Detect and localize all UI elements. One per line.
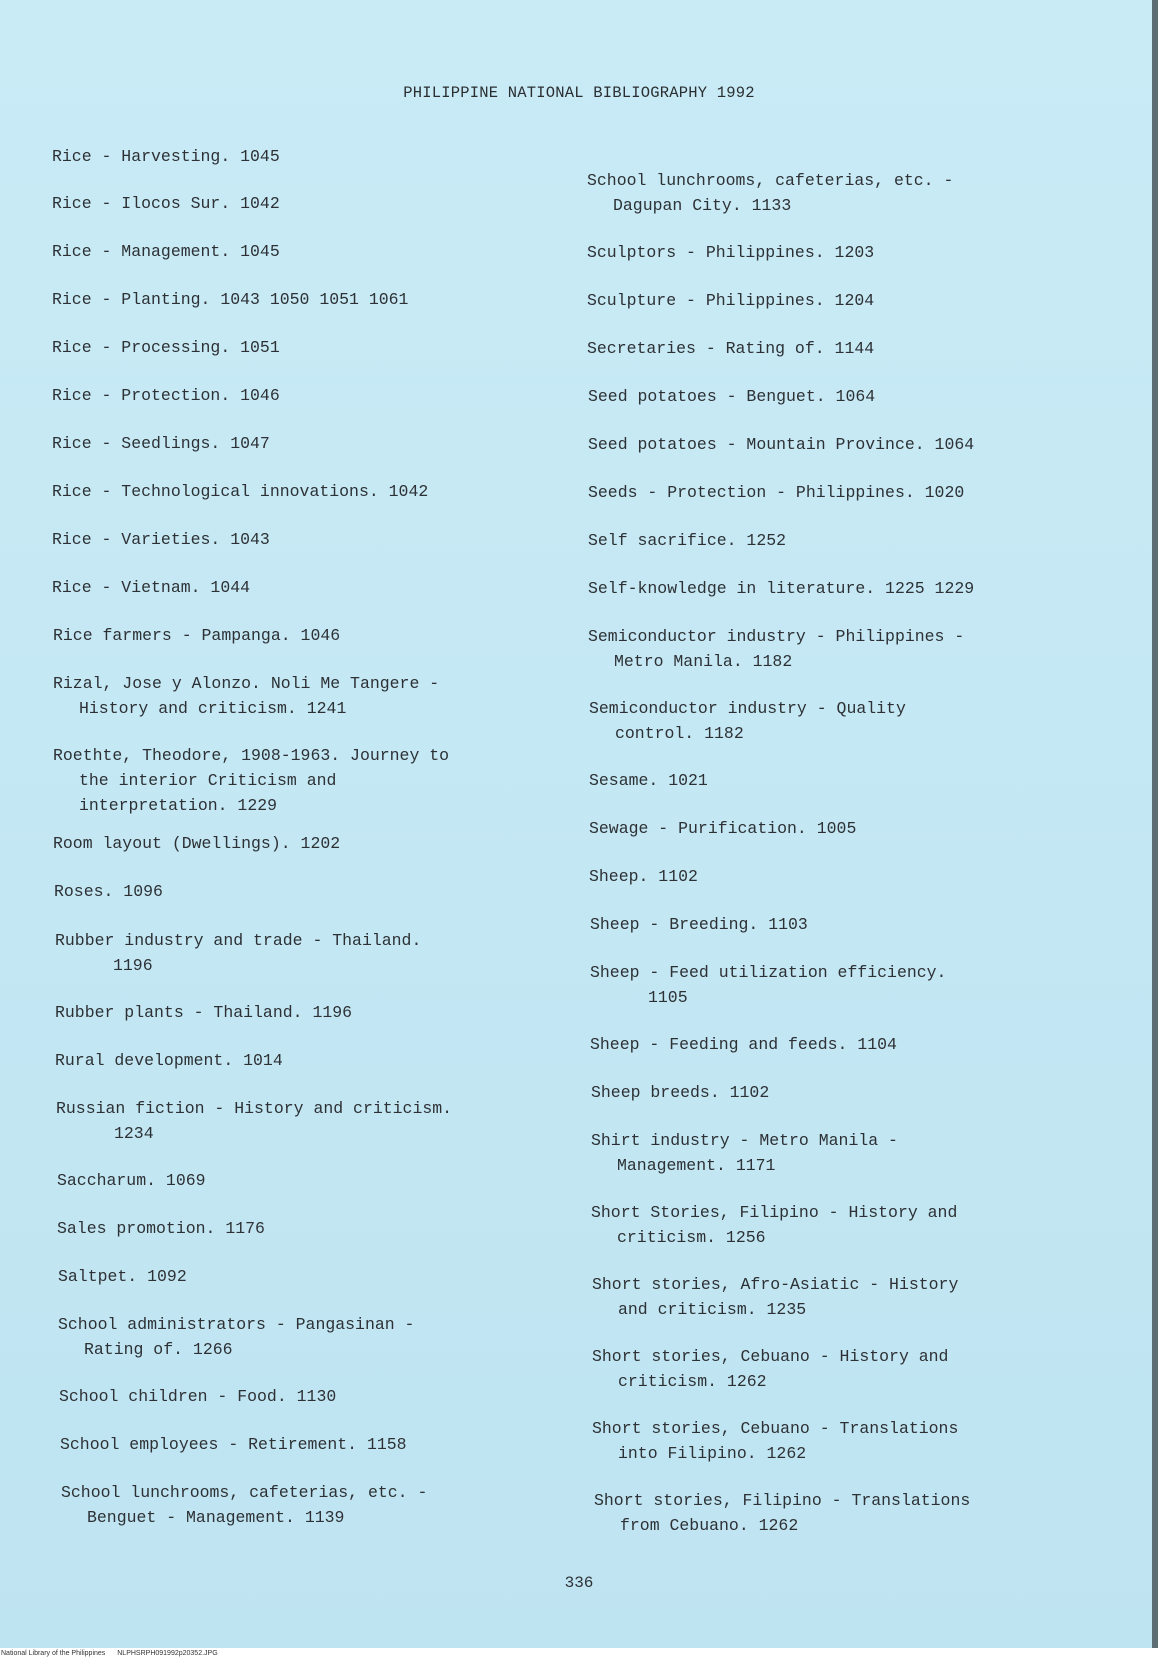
index-entry	[592, 1416, 958, 1466]
index-entry-heading: Sesame. 1021	[589, 771, 708, 790]
index-entry	[53, 671, 439, 721]
index-entry-continuation: Management. 1171	[617, 1156, 776, 1175]
index-entry-continuation: criticism. 1262	[618, 1372, 767, 1391]
index-entry	[591, 1128, 898, 1178]
index-entry-heading: Roses. 1096	[54, 882, 163, 901]
index-entry-heading: Sewage - Purification. 1005	[589, 819, 857, 838]
index-entry	[587, 336, 874, 361]
index-entry	[588, 576, 974, 601]
index-entry-heading: Short stories, Filipino - Translations	[594, 1491, 971, 1510]
index-entry-heading: Sales promotion. 1176	[57, 1219, 265, 1238]
index-entry	[55, 1048, 283, 1073]
index-entry-heading: Short stories, Cebuano - Translations	[592, 1419, 959, 1438]
index-entry-heading: Rice - Processing. 1051	[52, 338, 280, 357]
index-entry-continuation: interpretation. 1229	[79, 796, 278, 815]
index-entry-continuation: Benguet - Management. 1139	[87, 1508, 345, 1527]
index-entry-heading: Sheep. 1102	[589, 867, 698, 886]
index-entry	[589, 816, 856, 841]
index-entry-heading: Rubber plants - Thailand. 1196	[55, 1003, 353, 1022]
index-entry-heading: Rice - Management. 1045	[52, 242, 280, 261]
index-entry	[592, 1344, 948, 1394]
index-entry	[588, 384, 875, 409]
index-entry-heading: Sheep - Feed utilization efficiency.	[590, 963, 947, 982]
index-entry	[591, 1200, 957, 1250]
index-entry-heading: Seed potatoes - Mountain Province. 1064	[588, 435, 975, 454]
index-entry-heading: School employees - Retirement. 1158	[60, 1435, 407, 1454]
index-entry-heading: Shirt industry - Metro Manila -	[591, 1131, 898, 1150]
index-entry-heading: Rice farmers - Pampanga. 1046	[53, 626, 341, 645]
index-entry-continuation: Metro Manila. 1182	[614, 652, 793, 671]
index-entry-continuation: Dagupan City. 1133	[613, 196, 792, 215]
index-entry	[52, 144, 280, 169]
index-entry	[53, 831, 340, 856]
index-entry-heading: Rice - Ilocos Sur. 1042	[52, 194, 280, 213]
index-entry-heading: Rice - Technological innovations. 1042	[52, 482, 429, 501]
scan-footer	[0, 1648, 1158, 1658]
index-entry-heading: Sculptors - Philippines. 1203	[587, 243, 875, 262]
index-entry-heading: Sheep breeds. 1102	[591, 1083, 770, 1102]
index-entry-heading: School children - Food. 1130	[59, 1387, 337, 1406]
index-entry	[61, 1480, 427, 1530]
index-entry	[55, 1000, 352, 1025]
index-entry-heading: Short stories, Afro-Asiatic - History	[592, 1275, 959, 1294]
index-entry	[588, 432, 974, 457]
index-entry-heading: Rice - Harvesting. 1045	[52, 147, 280, 166]
index-entry	[59, 1384, 336, 1409]
index-entry-heading: Rural development. 1014	[55, 1051, 283, 1070]
index-entry-heading: Self sacrifice. 1252	[588, 531, 787, 550]
index-entry	[592, 1272, 958, 1322]
index-entry-heading: Rice - Planting. 1043 1050 1051 1061	[52, 290, 409, 309]
index-entry	[590, 1032, 897, 1057]
index-entry-heading: Secretaries - Rating of. 1144	[587, 339, 875, 358]
index-entry-heading: Seeds - Protection - Philippines. 1020	[588, 483, 965, 502]
index-entry	[56, 1096, 452, 1146]
index-entry-continuation: from Cebuano. 1262	[620, 1516, 799, 1535]
page-title: PHILIPPINE NATIONAL BIBLIOGRAPHY 1992	[403, 84, 755, 102]
scan-credit	[1, 1649, 218, 1658]
index-entry-heading: Rice - Seedlings. 1047	[52, 434, 270, 453]
index-entry-heading: Saccharum. 1069	[57, 1171, 206, 1190]
index-entry	[587, 240, 874, 265]
index-entry-continuation: into Filipino. 1262	[618, 1444, 807, 1463]
index-entry-continuation: History and criticism. 1241	[79, 699, 347, 718]
index-entry	[588, 528, 786, 553]
index-entry	[52, 191, 280, 216]
index-entry-heading: School lunchrooms, cafeterias, etc. -	[61, 1483, 428, 1502]
index-entry	[52, 575, 250, 600]
index-entry	[57, 1216, 265, 1241]
index-entry	[53, 623, 340, 648]
page-edge-shadow	[1152, 0, 1158, 1648]
index-entry	[591, 1080, 769, 1105]
index-entry-heading: Semiconductor industry - Quality	[589, 699, 906, 718]
index-entry-heading: Semiconductor industry - Philippines -	[588, 627, 965, 646]
index-entry	[589, 864, 698, 889]
index-entry	[587, 168, 953, 218]
index-entry-heading: Self-knowledge in literature. 1225 1229	[588, 579, 975, 598]
index-entry	[52, 383, 280, 408]
index-entry	[58, 1264, 187, 1289]
index-entry-continuation: criticism. 1256	[617, 1228, 766, 1247]
library-credit: National Library of the Philippines	[1, 1650, 106, 1657]
index-entry	[590, 912, 808, 937]
index-entry	[588, 624, 964, 674]
index-entry	[55, 928, 421, 978]
index-entry	[60, 1432, 407, 1457]
index-entry	[589, 696, 906, 746]
index-entry-heading: School lunchrooms, cafeterias, etc. -	[587, 171, 954, 190]
scan-file-name: NLPHSRPH091992p20352.JPG	[117, 1650, 218, 1657]
index-entry-heading: Short Stories, Filipino - History and	[591, 1203, 958, 1222]
index-entry	[587, 288, 874, 313]
index-entry-heading: Sheep - Breeding. 1103	[590, 915, 808, 934]
index-entry-heading: Short stories, Cebuano - History and	[592, 1347, 949, 1366]
index-entry-heading: School administrators - Pangasinan -	[58, 1315, 415, 1334]
index-entry-heading: Sheep - Feeding and feeds. 1104	[590, 1035, 897, 1054]
index-entry-heading: Saltpet. 1092	[58, 1267, 187, 1286]
index-entry-heading: Rice - Vietnam. 1044	[52, 578, 251, 597]
index-entry-heading: Russian fiction - History and criticism.	[56, 1099, 453, 1118]
index-entry-heading: Roethte, Theodore, 1908-1963. Journey to	[53, 746, 450, 765]
index-entry-heading: Rubber industry and trade - Thailand.	[55, 931, 422, 950]
index-entry-continuation: 1234	[114, 1124, 154, 1143]
index-entry	[52, 479, 428, 504]
index-entry	[588, 480, 964, 505]
index-entry-continuation: and criticism. 1235	[618, 1300, 807, 1319]
index-entry-heading: Sculpture - Philippines. 1204	[587, 291, 875, 310]
index-entry	[58, 1312, 414, 1362]
index-entry-continuation: control. 1182	[615, 724, 744, 743]
index-entry	[57, 1168, 206, 1193]
index-entry	[594, 1488, 970, 1538]
index-entry	[589, 768, 708, 793]
index-entry	[590, 960, 946, 1010]
index-entry	[52, 335, 280, 360]
index-entry-heading: Rice - Protection. 1046	[52, 386, 280, 405]
index-entry	[54, 879, 163, 904]
index-entry	[52, 431, 270, 456]
index-entry	[52, 527, 270, 552]
index-entry-heading: Rizal, Jose y Alonzo. Noli Me Tangere -	[53, 674, 440, 693]
index-entry-continuation: 1105	[648, 988, 688, 1007]
page-number: 336	[564, 1574, 594, 1592]
index-entry	[53, 743, 449, 818]
index-entry-heading: Room layout (Dwellings). 1202	[53, 834, 341, 853]
index-entry	[52, 287, 408, 312]
index-entry-continuation: Rating of. 1266	[84, 1340, 233, 1359]
index-entry	[52, 239, 280, 264]
index-entry-heading: Seed potatoes - Benguet. 1064	[588, 387, 876, 406]
index-entry-continuation: the interior Criticism and	[79, 771, 337, 790]
index-entry-heading: Rice - Varieties. 1043	[52, 530, 270, 549]
index-entry-continuation: 1196	[113, 956, 153, 975]
